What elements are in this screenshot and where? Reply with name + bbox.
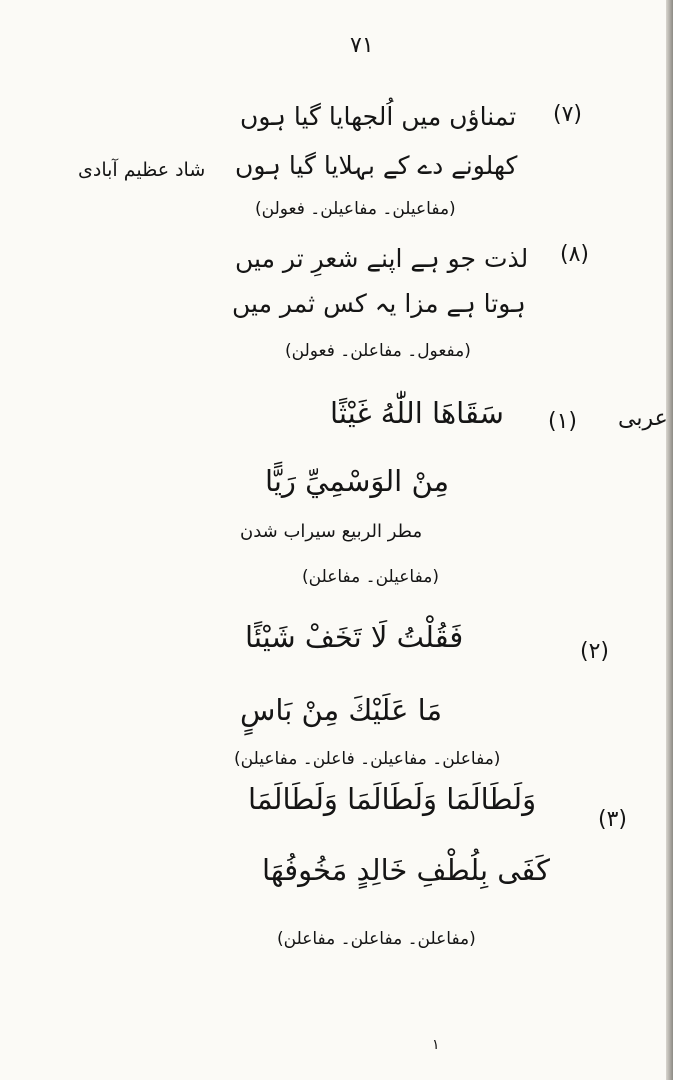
meter-label: (مفاعلن۔ مفاعیلن۔ فاعلن۔ مفاعیلن) bbox=[234, 749, 501, 769]
arabic-verse-line: كَفَى بِلُطْفِ خَالِدٍ مَخُوفُهَا bbox=[262, 853, 550, 887]
page-number: ۷۱ bbox=[350, 33, 374, 58]
entry-number-7: (۷) bbox=[553, 102, 582, 127]
entry-number-8: (۸) bbox=[560, 242, 589, 267]
verse-line: تمناؤں میں اُلجھایا گیا ہوں bbox=[240, 102, 517, 131]
meter-label: (مفاعلن۔ مفاعلن۔ مفاعلن) bbox=[277, 929, 476, 949]
arabic-verse-line: مَا عَلَيْكَ مِنْ بَاسٍ bbox=[240, 693, 443, 727]
arabic-verse-line: مِنْ الوَسْمِيِّ رَيًّا bbox=[265, 464, 450, 498]
arabic-verse-line: فَقُلْتُ لَا تَخَفْ شَيْئًا bbox=[245, 620, 464, 654]
verse-line: ہوتا ہے مزا یہ کس ثمر میں bbox=[232, 289, 526, 318]
verse-line: کھلونے دے کے بہلایا گیا ہوں bbox=[235, 151, 518, 180]
meter-label: (مفاعیلن۔ مفاعلن) bbox=[302, 567, 439, 587]
arabic-verse-line: سَقَاهَا اللّٰهُ غَيْثًا bbox=[330, 396, 504, 430]
arabic-entry-number-3: (۳) bbox=[598, 807, 627, 832]
footer-mark: ۱ bbox=[432, 1037, 440, 1053]
verse-line: لذت جو ہے اپنے شعرِ تر میں bbox=[235, 244, 529, 273]
gloss-text: مطر الربیع سیراب شدن bbox=[240, 521, 423, 542]
meter-label: (مفعول۔ مفاعلن۔ فعولن) bbox=[285, 341, 471, 361]
arabic-entry-number-2: (۲) bbox=[580, 639, 609, 664]
arabic-entry-number-1: (۱) bbox=[548, 409, 577, 434]
poet-name: شاد عظیم آبادی bbox=[78, 159, 206, 181]
meter-label: (مفاعیلن۔ مفاعیلن۔ فعولن) bbox=[255, 199, 456, 219]
arabic-verse-line: وَلَطَالَمَا وَلَطَالَمَا وَلَطَالَمَا bbox=[248, 782, 537, 816]
page-edge-shadow bbox=[666, 0, 673, 1080]
section-label: عربی bbox=[618, 406, 668, 431]
